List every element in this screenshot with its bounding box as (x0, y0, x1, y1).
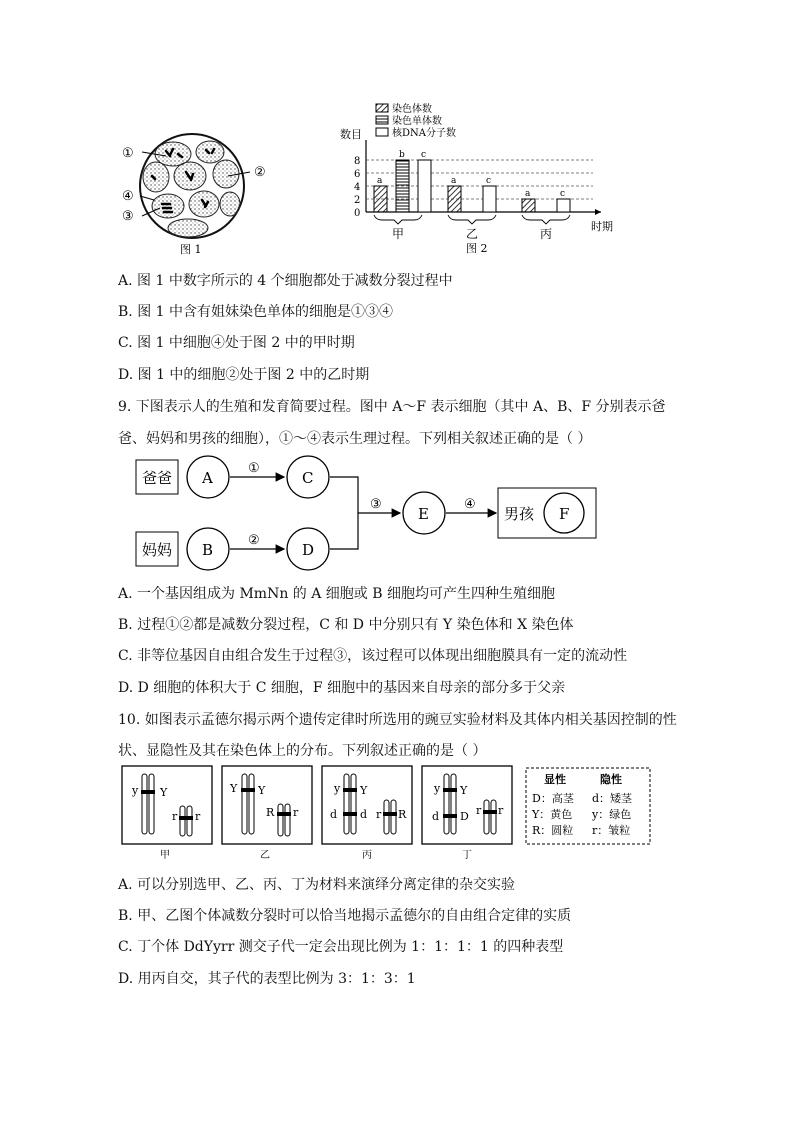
panel-bing-caption: 丙 (362, 850, 372, 861)
y-tick-label: 4 (354, 182, 361, 193)
svg-text:r: r (476, 804, 482, 817)
group-bracket (522, 215, 570, 224)
svg-text:A: A (202, 469, 213, 487)
figure-1 (118, 132, 278, 260)
panel-yi-caption: 乙 (260, 850, 270, 861)
q10-option-c: C. 丁个体 DdYyrr 测交子代一定会出现比例为 1：1：1：1 的四种表型 (118, 939, 564, 955)
legend-chromosome: 染色体数 (392, 104, 432, 115)
panel-bing (322, 766, 412, 861)
q10-stem-line2: 状、显隐性及其在染色体上的分布。下列叙述正确的是（ ） (118, 743, 487, 759)
x-axis-arrow (595, 209, 601, 215)
q9-option-c: C. 非等位基因自由组合发生于过程③，该过程可以体现出细胞膜具有一定的流动性 (118, 648, 628, 664)
svg-text:Y: Y (160, 786, 168, 799)
dad-label: 爸爸 (142, 469, 173, 487)
q8-option-c: C. 图 1 中细胞④处于图 2 中的甲时期 (118, 335, 355, 351)
panel-ding (422, 766, 512, 861)
svg-text:r: r (195, 810, 201, 823)
bar (448, 186, 461, 212)
bar-label: c (560, 189, 566, 199)
step-2: ② (248, 533, 260, 548)
step-1: ① (248, 461, 260, 476)
q9-diagram (132, 452, 602, 572)
group-bracket (374, 215, 422, 224)
bar (522, 199, 535, 212)
svg-text:r: r (498, 804, 504, 817)
y-tick-label: 8 (354, 156, 361, 167)
bar-label: a (451, 176, 457, 186)
q9-option-b: B. 过程①②都是减数分裂过程，C 和 D 中分别只有 Y 染色体和 X 染色体 (118, 617, 574, 633)
fig2-caption: 图 2 (466, 242, 488, 255)
trait-legend (526, 768, 650, 844)
x-axis-label: 时期 (591, 220, 613, 233)
q10-figure (118, 764, 658, 864)
svg-text:r: r (376, 808, 382, 821)
panel-jia (122, 766, 212, 861)
bar-label: a (377, 176, 383, 186)
svg-text:Y: Y (258, 784, 266, 797)
svg-text:D: D (302, 541, 315, 559)
q9-stem-line2: 爸、妈妈和男孩的细胞），①～④表示生理过程。下列相关叙述正确的是（ ） (118, 431, 592, 447)
q8-option-b: B. 图 1 中含有姐妹染色单体的细胞是①③④ (118, 304, 393, 320)
step-4: ④ (464, 497, 476, 512)
svg-text:d: d (432, 810, 440, 823)
svg-text:y: y (434, 782, 441, 795)
y-axis-label: 数目 (340, 128, 362, 141)
svg-text:y: y (132, 784, 139, 797)
q8-option-d: D. 图 1 中的细胞②处于图 2 中的乙时期 (118, 367, 370, 383)
step-3: ③ (370, 497, 382, 512)
svg-text:Y: Y (230, 782, 238, 795)
svg-text:D：高茎: D：高茎 (532, 792, 574, 805)
fig1-caption: 图 1 (180, 243, 202, 256)
legend-dominant: 显性 (544, 773, 566, 786)
figure-2-chart (336, 100, 626, 260)
svg-text:Y：黄色: Y：黄色 (532, 808, 573, 821)
q8-option-a: A. 图 1 中数字所示的 4 个细胞都处于减数分裂过程中 (118, 273, 453, 289)
bar-label: c (421, 150, 427, 160)
y-tick-label: 6 (354, 169, 361, 180)
q10-option-a: A. 可以分别选甲、乙、丙、丁为材料来演绎分离定律的杂交实验 (118, 877, 516, 893)
bar-label: c (486, 176, 492, 186)
boy-label: 男孩 (504, 505, 535, 523)
panel-jia-caption: 甲 (160, 850, 170, 861)
svg-text:Y: Y (460, 784, 468, 797)
svg-text:d：矮茎: d：矮茎 (592, 792, 633, 805)
fig1-label-2: ② (254, 165, 266, 180)
q9-option-a: A. 一个基因组成为 MmNn 的 A 细胞或 B 细胞均可产生四种生殖细胞 (118, 586, 555, 602)
svg-text:d: d (360, 808, 368, 821)
bar-label: a (525, 189, 531, 199)
fig1-label-1: ① (122, 146, 134, 161)
svg-text:E: E (418, 505, 429, 523)
x-tick-label: 甲 (392, 227, 405, 241)
q10-option-b: B. 甲、乙图个体减数分裂时可以恰当地揭示孟德尔的自由组合定律的实质 (118, 908, 572, 924)
q9-stem-line1: 9. 下图表示人的生殖和发育简要过程。图中 A～F 表示细胞（其中 A、B、F 分别表示爸 (118, 399, 666, 415)
bar (483, 186, 496, 212)
y-tick-label: 0 (354, 208, 361, 219)
panel-yi (222, 766, 312, 861)
legend-chromatid: 染色单体数 (392, 116, 442, 127)
svg-text:y: y (334, 782, 341, 795)
svg-text:R: R (266, 806, 275, 819)
group-bracket (448, 215, 496, 224)
legend-recessive: 隐性 (600, 773, 622, 786)
q10-stem-line1: 10. 如图表示孟德尔揭示两个遗传定律时所选用的豌豆实验材料及其体内相关基因控制的性 (118, 712, 677, 728)
svg-text:D: D (460, 810, 469, 823)
bar (418, 160, 431, 212)
bar-label: b (399, 150, 405, 160)
q10-option-d: D. 用丙自交，其子代的表型比例为 3：1：3：1 (118, 971, 416, 987)
x-tick-label: 乙 (466, 227, 479, 241)
svg-text:r: r (172, 810, 178, 823)
fig1-label-4: ④ (122, 189, 134, 204)
svg-text:B: B (202, 541, 214, 559)
x-tick-label: 丙 (540, 227, 553, 241)
svg-text:C: C (302, 469, 314, 487)
q9-option-d: D. D 细胞的体积大于 C 细胞，F 细胞中的基因来自母亲的部分多于父亲 (118, 680, 566, 696)
bar (396, 160, 409, 212)
legend-dna: 核DNA分子数 (392, 128, 456, 139)
svg-text:R: R (398, 808, 407, 821)
bar (557, 199, 570, 212)
mom-label: 妈妈 (142, 541, 173, 559)
svg-text:Y: Y (360, 784, 368, 797)
svg-text:r: r (293, 806, 299, 819)
bar (374, 186, 387, 212)
svg-text:F: F (559, 505, 570, 523)
svg-text:r：皱粒: r：皱粒 (592, 824, 631, 837)
svg-text:d: d (330, 808, 338, 821)
y-tick-label: 2 (354, 195, 361, 206)
svg-text:R：圆粒: R：圆粒 (532, 824, 574, 837)
fig1-label-3: ③ (122, 209, 134, 224)
svg-text:y：绿色: y：绿色 (592, 808, 632, 821)
panel-ding-caption: 丁 (462, 850, 472, 861)
